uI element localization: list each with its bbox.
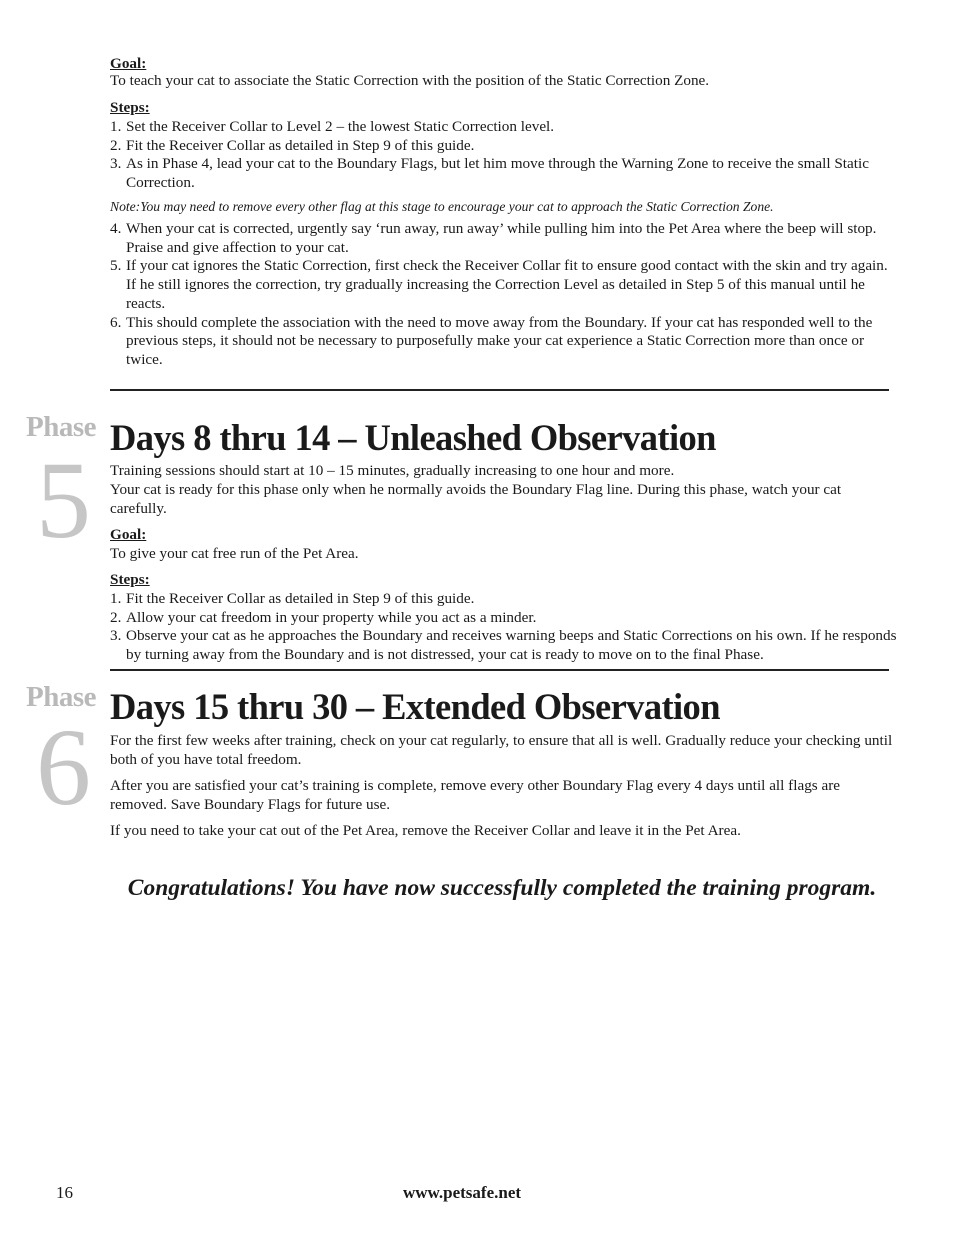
steps-label: Steps: xyxy=(110,99,150,116)
phase6-heading: Days 15 thru 30 – Extended Observation xyxy=(110,686,720,727)
goal-label: Goal: xyxy=(110,55,147,72)
list-item: 2. Allow your cat freedom in your property while you act as a minder. xyxy=(110,608,537,626)
goal-label: Goal: xyxy=(110,526,147,543)
phase-label: Phase xyxy=(26,411,96,443)
section-divider xyxy=(110,389,889,391)
phase5-intro-1: Training sessions should start at 10 – 15 minutes, gradually increasing to one hour and more. xyxy=(110,462,675,479)
steps-label: Steps: xyxy=(110,571,150,588)
phase-label: Phase xyxy=(26,681,96,713)
phase5-steps-list xyxy=(110,590,900,665)
phase6-paragraph-1: For the first few weeks after training, check on your cat regularly, to ensure that all is well. Gradually reduce your checking until both of you have total freedom. xyxy=(110,732,893,768)
list-item: 3. As in Phase 4, lead your cat to the Boundary Flags, but let him move through the Warning Zone to receive the small Static Correction. xyxy=(110,155,869,192)
section-divider xyxy=(110,669,889,671)
phase6-paragraph-3: If you need to take your cat out of the Pet Area, remove the Receiver Collar and leave it in the Pet Area. xyxy=(110,822,741,839)
page-number: 16 xyxy=(56,1183,73,1202)
goal-text: To give your cat free run of the Pet Area. xyxy=(110,545,359,562)
phase-number: 5 xyxy=(36,439,91,561)
steps-list xyxy=(110,118,900,193)
goal-text: To teach your cat to associate the Static Correction with the position of the Static Correction Zone. xyxy=(110,72,710,89)
steps-list-continued xyxy=(110,220,900,370)
list-item: 5. If your cat ignores the Static Correction, first check the Receiver Collar fit to ensure good contact with the skin and try again. If he still ignores the correction, try gradually increasing the Correction Level as detailed in Step 5 of this manual until he reacts. xyxy=(110,257,888,312)
list-item: 2. Fit the Receiver Collar as detailed in Step 9 of this guide. xyxy=(110,136,475,154)
phase5-intro-2: Your cat is ready for this phase only when he normally avoids the Boundary Flag line. During this phase, watch your cat carefully. xyxy=(110,481,842,517)
list-item: 1. Set the Receiver Collar to Level 2 – the lowest Static Correction level. xyxy=(110,118,555,135)
phase-number: 6 xyxy=(36,706,91,828)
note-text: Note:You may need to remove every other flag at this stage to encourage your cat to approach the Static Correction Zone. xyxy=(110,199,774,214)
list-item: 1. Fit the Receiver Collar as detailed in Step 9 of this guide. xyxy=(110,590,475,607)
phase6-paragraph-2: After you are satisfied your cat’s training is complete, remove every other Boundary Flag every 4 days until all flags are removed. Save Boundary Flags for future use. xyxy=(110,777,841,813)
list-item: 4. When your cat is corrected, urgently say ‘run away, run away’ while pulling him into the Pet Area where the beep will stop. Praise and give affection to your cat. xyxy=(110,220,877,256)
phase5-heading: Days 8 thru 14 – Unleashed Observation xyxy=(110,417,716,458)
footer-url: www.petsafe.net xyxy=(403,1183,522,1202)
congratulations-message: Congratulations! You have now successfully completed the training program. xyxy=(127,875,877,901)
list-item: 6. This should complete the association with the need to move away from the Boundary. If your cat has responded well to the previous steps, it should not be necessary to purposefully make your cat experience a Static Correction more than once or twice. xyxy=(110,313,873,368)
list-item: 3. Observe your cat as he approaches the Boundary and receives warning beeps and Static Corrections on his own. If he responds by turning away from the Boundary and is not distressed, your cat is ready to move on to the final Phase. xyxy=(110,627,897,664)
